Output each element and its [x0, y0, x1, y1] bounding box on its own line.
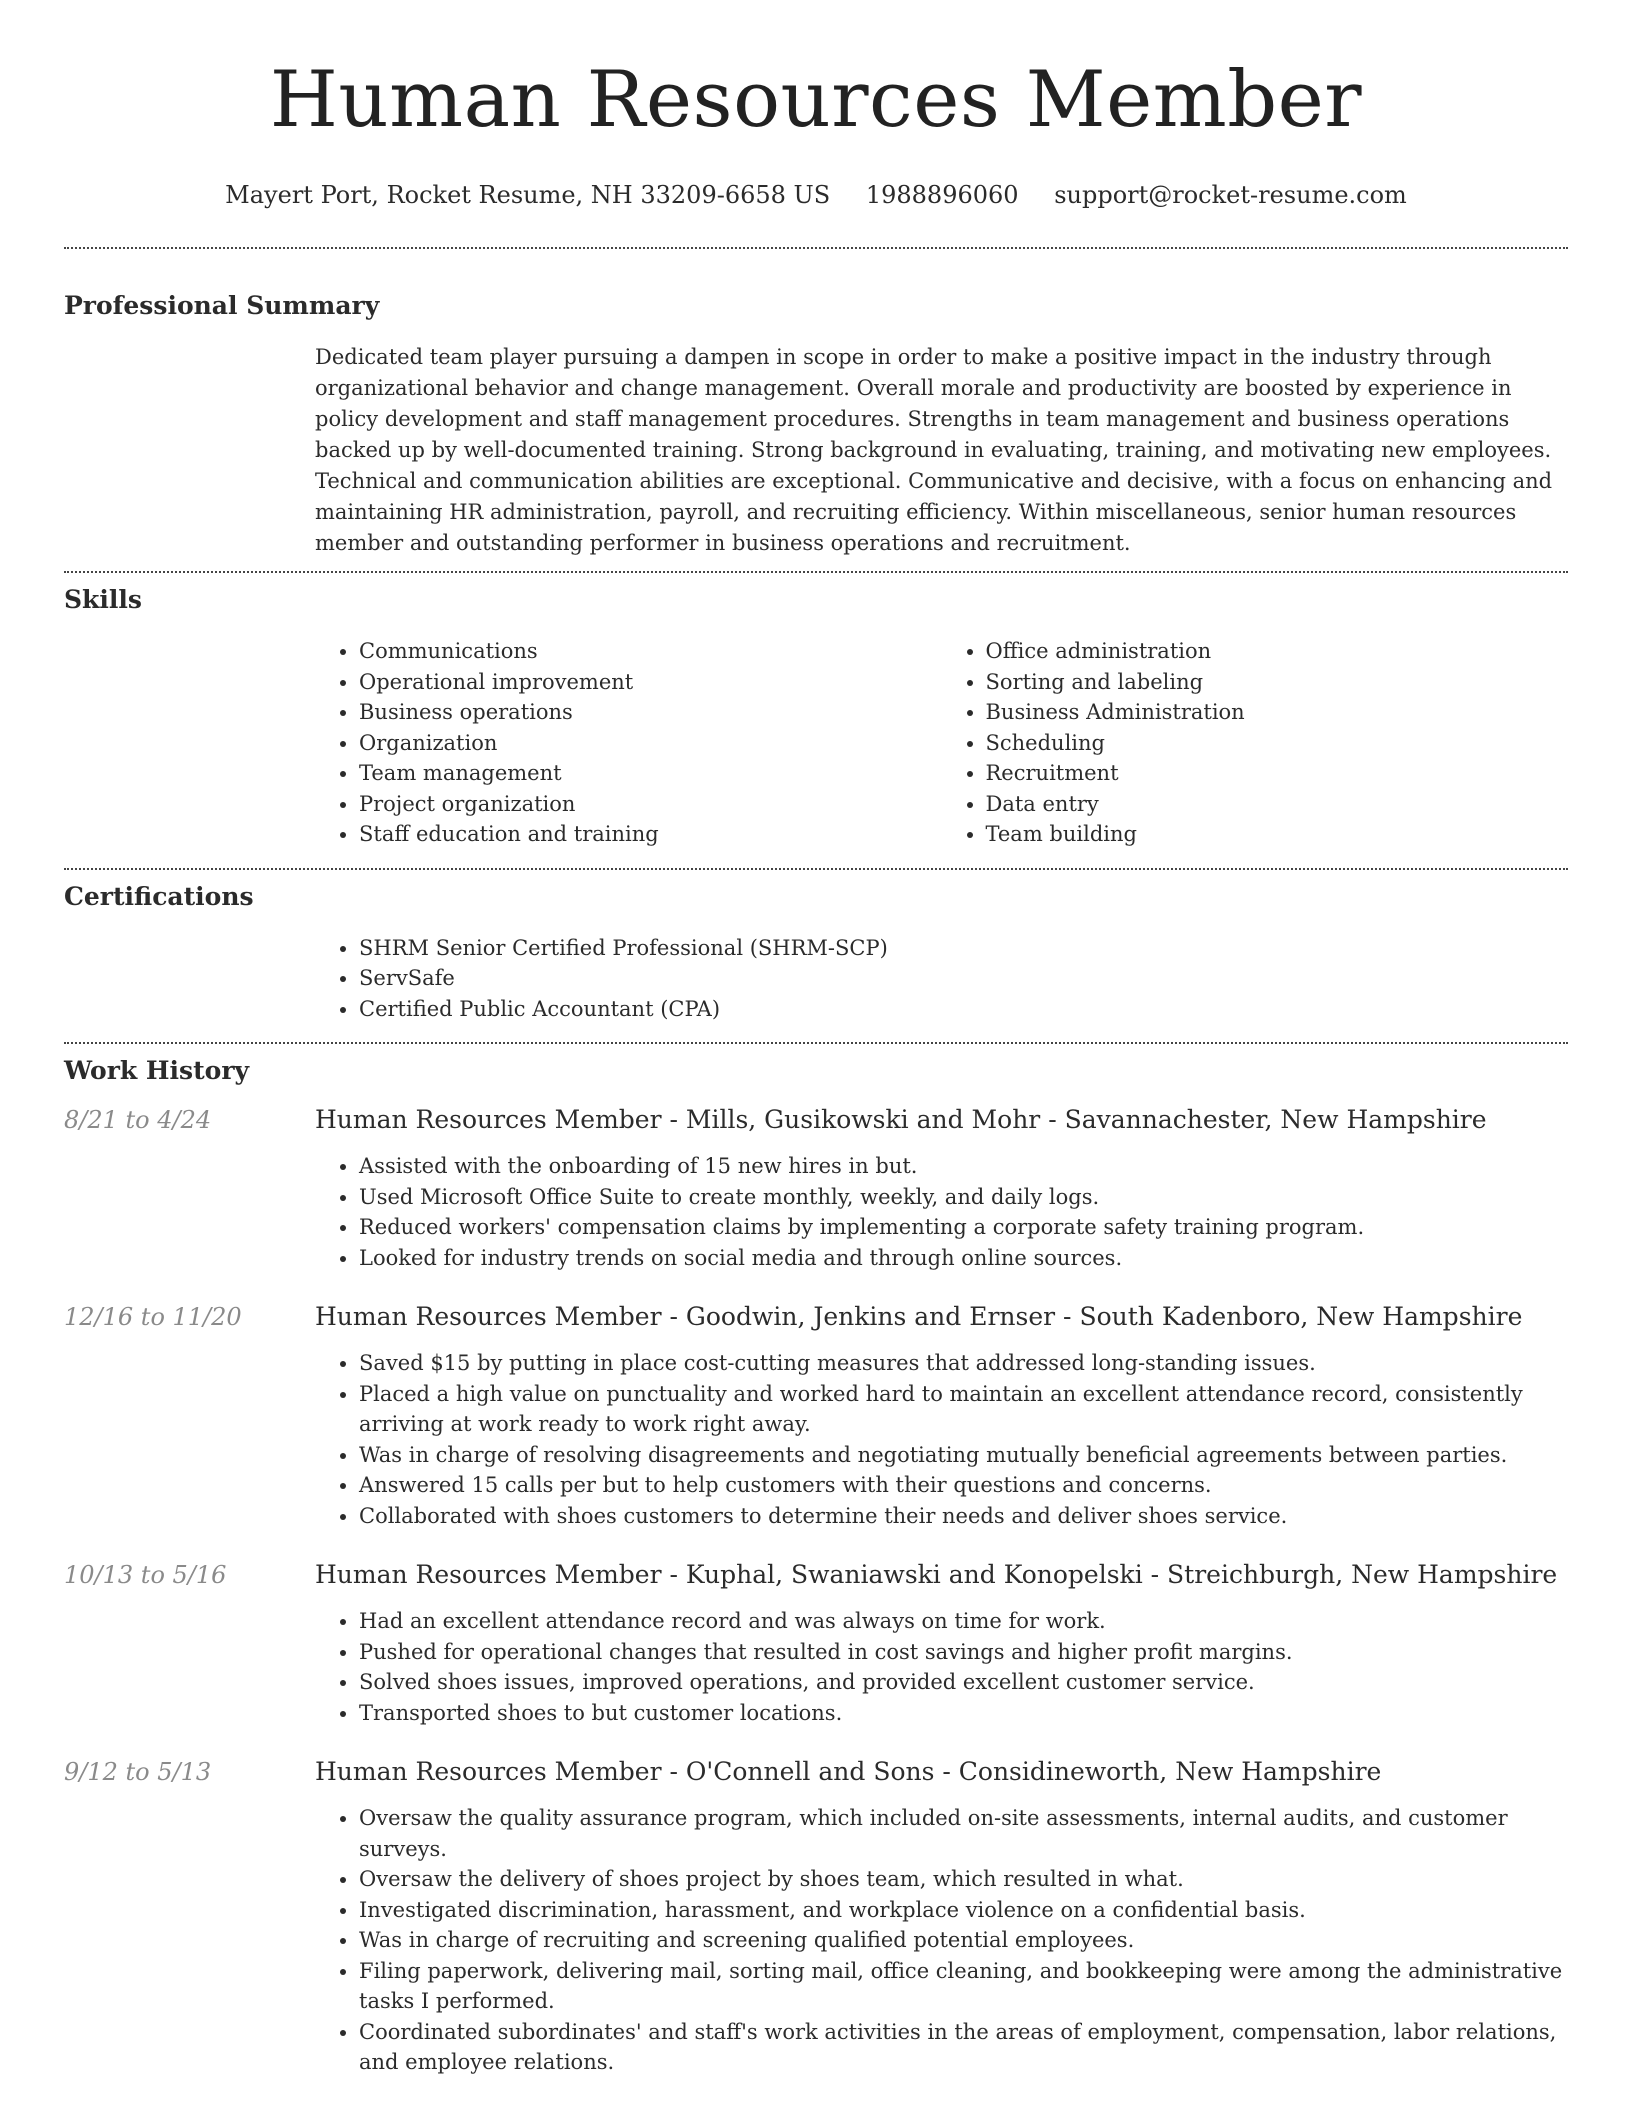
list-item: • Staff education and training: [359, 819, 942, 850]
list-item: • Sorting and labeling: [986, 667, 1569, 698]
job-header: [64, 1103, 1568, 1137]
skills-section: [64, 583, 1568, 850]
list-item: • Certified Public Accountant (CPA): [359, 994, 1568, 1025]
list-item: • ServSafe: [359, 963, 1568, 994]
skills-divider: [64, 868, 1568, 870]
contact-email: support@rocket-resume.com: [1054, 181, 1407, 209]
list-item: • Used Microsoft Office Suite to create monthly, weekly, and daily logs.: [359, 1182, 1568, 1213]
list-item: • Reduced workers' compensation claims by implementing a corporate safety training program.: [359, 1212, 1568, 1243]
job-entry: [64, 1558, 1568, 1728]
contact-line: [64, 178, 1568, 212]
list-item: • Business Administration: [986, 697, 1569, 728]
skills-columns: [315, 636, 1568, 850]
list-item: • Oversaw the quality assurance program, which included on-site assessments, internal audits, and customer surveys.: [359, 1803, 1568, 1864]
resume-name: Human Resources Member: [269, 55, 1363, 145]
list-item: • Communications: [359, 636, 942, 667]
job-dates: 12/16 to 11/20: [64, 1303, 242, 1331]
job-bullets: [315, 1151, 1568, 1273]
list-item: • Recruitment: [986, 758, 1569, 789]
skills-list-left: [315, 636, 942, 850]
list-item: • Assisted with the onboarding of 15 new hires in but.: [359, 1151, 1568, 1182]
work-section: [64, 1054, 1568, 2078]
job-title: Human Resources Member - O'Connell and Sons - Considineworth, New Hampshire: [315, 1757, 1382, 1786]
certifications-section: [64, 880, 1568, 1025]
job-details: [315, 1803, 1568, 2078]
list-item: • Pushed for operational changes that resulted in cost savings and higher profit margins.: [359, 1637, 1568, 1668]
job-bullets: [315, 1606, 1568, 1728]
job-dates: 9/12 to 5/13: [64, 1758, 212, 1786]
job-entry: [64, 1300, 1568, 1531]
job-title: Human Resources Member - Kuphal, Swaniawski and Konopelski - Streichburgh, New Hampshire: [315, 1560, 1558, 1589]
list-item: • Had an excellent attendance record and was always on time for work.: [359, 1606, 1568, 1637]
certifications-divider: [64, 1042, 1568, 1044]
summary-title: Professional Summary: [64, 291, 380, 320]
header-divider: [64, 247, 1568, 249]
contact-phone: 1988896060: [865, 181, 1019, 209]
list-item: • Operational improvement: [359, 667, 942, 698]
list-item: • Was in charge of resolving disagreements and negotiating mutually beneficial agreements between parties.: [359, 1440, 1568, 1471]
job-entry: [64, 1103, 1568, 1273]
work-title: Work History: [64, 1056, 250, 1085]
list-item: • Collaborated with shoes customers to determine their needs and deliver shoes service.: [359, 1501, 1568, 1532]
list-item: • Scheduling: [986, 728, 1569, 759]
summary-divider: [64, 571, 1568, 573]
list-item: • Placed a high value on punctuality and worked hard to maintain an excellent attendance record, consistently arriving at work ready to work right away.: [359, 1379, 1568, 1440]
list-item: • Investigated discrimination, harassment, and workplace violence on a confidential basis.: [359, 1895, 1568, 1926]
job-header: [64, 1755, 1568, 1789]
job-title: Human Resources Member - Mills, Gusikowski and Mohr - Savannachester, New Hampshire: [315, 1105, 1487, 1134]
list-item: • Data entry: [986, 789, 1569, 820]
summary-text: Dedicated team player pursuing a dampen in scope in order to make a positive impact in the industry through organizational behavior and change management. Overall morale and productivity are boosted by experience in policy development and staff management procedures. Strengths in team management and business operations backed up by well-documented training. Strong background in evaluating, training, and motivating new employees. Technical and communication abilities are exceptional. Communicative and decisive, with a focus on enhancing and maintaining HR administration, payroll, and recruiting efficiency. Within miscellaneous, senior human resources member and outstanding performer in business operations and recruitment.: [315, 345, 1553, 555]
job-details: [315, 1151, 1568, 1273]
job-dates: 8/21 to 4/24: [64, 1106, 212, 1134]
certifications-content: [315, 933, 1568, 1025]
list-item: • Project organization: [359, 789, 942, 820]
skills-list-right: [942, 636, 1569, 850]
job-bullets: [315, 1348, 1568, 1531]
certifications-title: Certifications: [64, 881, 254, 911]
skills-title: Skills: [64, 585, 142, 614]
list-item: • Team building: [986, 819, 1569, 850]
job-bullets: [315, 1803, 1568, 2078]
list-item: • Answered 15 calls per but to help customers with their questions and concerns.: [359, 1470, 1568, 1501]
job-details: [315, 1606, 1568, 1728]
list-item: • Transported shoes to but customer locations.: [359, 1698, 1568, 1729]
list-item: • Oversaw the delivery of shoes project by shoes team, which resulted in what.: [359, 1864, 1568, 1895]
list-item: • Coordinated subordinates' and staff's work activities in the areas of employment, compensation, labor relations, and employee relations.: [359, 2017, 1568, 2078]
certifications-list: [315, 933, 1568, 1025]
list-item: • Looked for industry trends on social media and through online sources.: [359, 1243, 1568, 1274]
list-item: • Organization: [359, 728, 942, 759]
job-header: [64, 1558, 1568, 1592]
contact-address: Mayert Port, Rocket Resume, NH 33209-6658 US: [225, 181, 831, 209]
list-item: • Business operations: [359, 697, 942, 728]
work-jobs: [64, 1103, 1568, 2078]
list-item: • Team management: [359, 758, 942, 789]
list-item: • SHRM Senior Certified Professional (SHRM-SCP): [359, 933, 1568, 964]
job-title: Human Resources Member - Goodwin, Jenkins and Ernser - South Kadenboro, New Hampshire: [315, 1302, 1523, 1331]
list-item: • Was in charge of recruiting and screening qualified potential employees.: [359, 1925, 1568, 1956]
list-item: • Filing paperwork, delivering mail, sorting mail, office cleaning, and bookkeeping were among the administrative tasks I performed.: [359, 1956, 1568, 2017]
job-header: [64, 1300, 1568, 1334]
summary-section: [64, 289, 1568, 559]
list-item: • Office administration: [986, 636, 1569, 667]
job-dates: 10/13 to 5/16: [64, 1561, 227, 1589]
list-item: • Solved shoes issues, improved operations, and provided excellent customer service.: [359, 1667, 1568, 1698]
job-entry: [64, 1755, 1568, 2078]
list-item: • Saved $15 by putting in place cost-cutting measures that addressed long-standing issues.: [359, 1348, 1568, 1379]
job-details: [315, 1348, 1568, 1531]
